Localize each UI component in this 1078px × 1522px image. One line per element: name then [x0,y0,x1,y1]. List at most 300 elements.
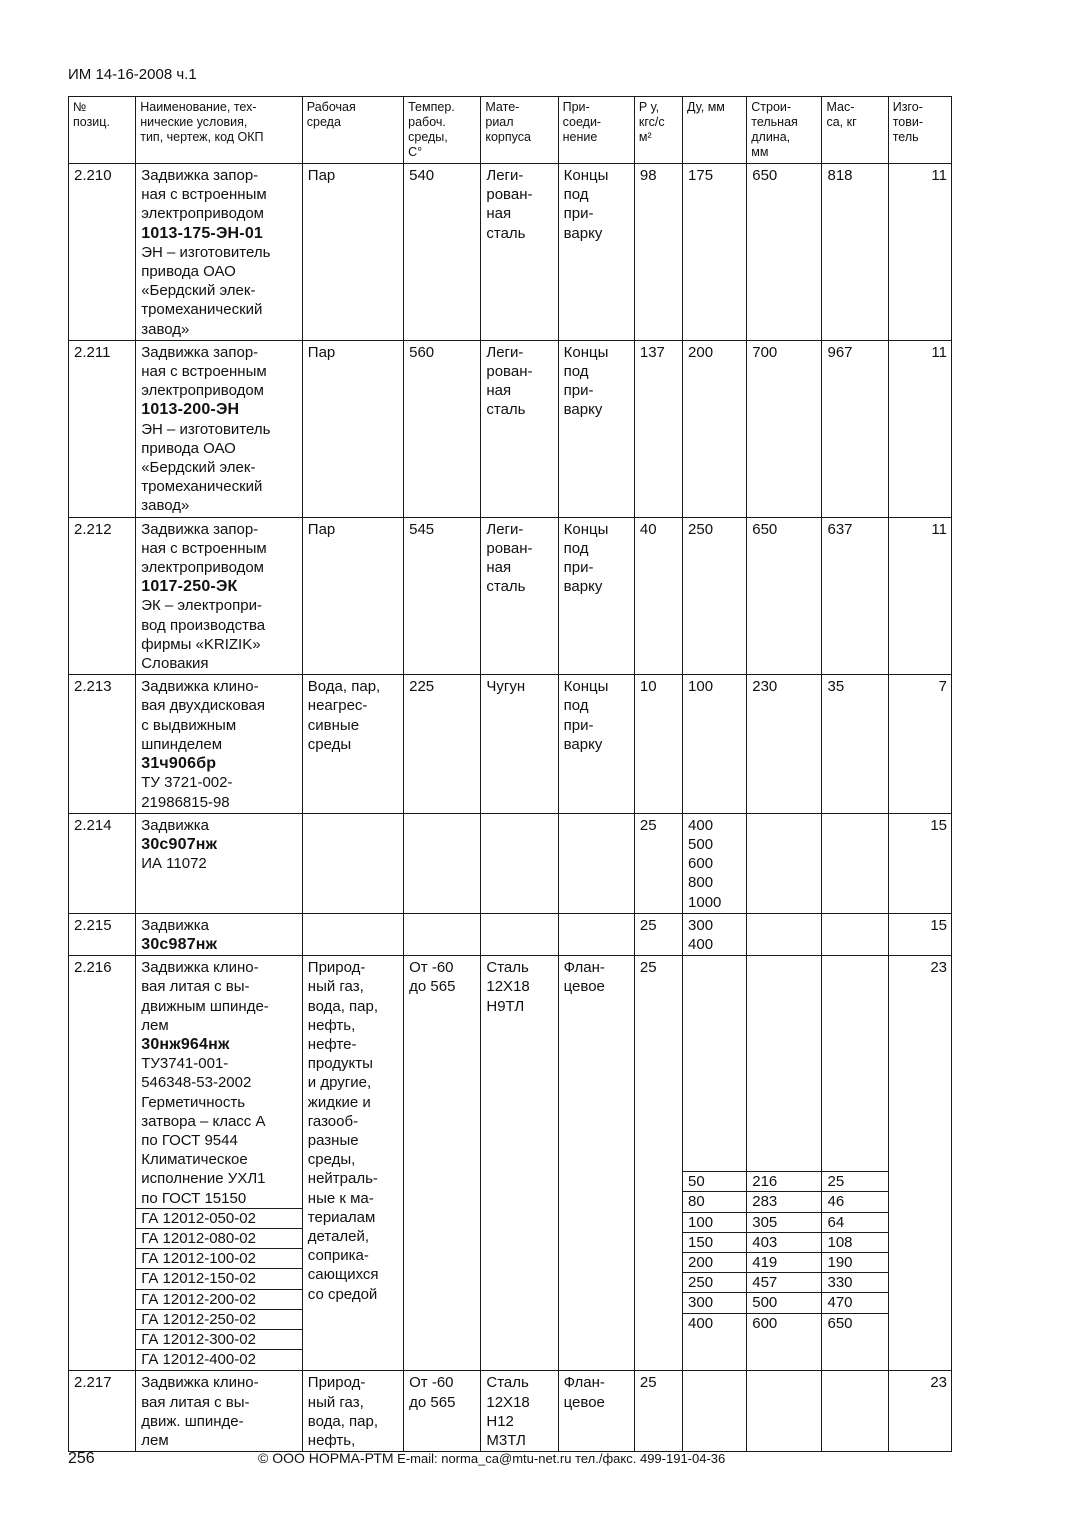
connection-cell [558,913,634,955]
mass-cell [822,813,888,913]
header-line: кгс/с [638,115,665,129]
medium-cell-line: Природ- [307,1374,366,1392]
diameter-cell [683,913,747,955]
name-line: шпинделем [141,735,223,753]
medium-cell-line: со средой [307,1285,378,1303]
name-line: вая литая с вы- [141,978,250,996]
desc-line: «Бердский элек- [141,282,256,300]
medium-cell-line: жидкие и [307,1093,371,1111]
temperature-cell-line: От -60 [409,959,454,977]
medium-cell [302,913,403,955]
variant-mass: 25 [822,1171,887,1191]
maker-cell [888,340,951,517]
temperature-cell [404,517,481,675]
material-cell-line: 12Х18 [486,1393,530,1411]
medium-cell-line: нефть, [307,1432,356,1449]
material-cell [481,956,558,1371]
medium-cell-line: вода, пар, [307,1412,378,1430]
desc-line: завод» [141,320,190,338]
variant-code: ГА 12012-080-02 [136,1228,302,1248]
name-line: Задвижка клино- [141,959,259,977]
pressure-cell [634,517,682,675]
medium-cell-line: нейтраль- [307,1170,378,1188]
connection-cell [558,675,634,813]
position-cell-line: 2.215 [74,916,112,934]
variant-dn: 50 [683,1171,746,1191]
connection-cell-line: варку [563,578,603,596]
name-cell-line: движ. шпинде- [141,1412,244,1430]
header-line: са, кг [826,115,857,129]
maker-cell [888,164,951,341]
mass-cell [822,517,888,675]
connection-cell-line: Концы [563,520,609,538]
product-code: 1013-200-ЭН [141,401,240,419]
temperature-cell-line: 545 [409,520,435,538]
connection-cell-line: варку [563,735,603,753]
material-cell-line: Леги- [486,520,524,538]
product-code: 30нж964нж [141,1035,230,1053]
desc-line: ТУ 3721-002- [141,774,233,792]
spacer [752,958,817,1171]
position-cell [69,164,136,341]
material-cell-line: сталь [486,401,526,419]
temperature-cell [404,675,481,813]
position-cell [69,913,136,955]
desc-line: вод производства [141,616,266,634]
variant-length: 500 [747,1292,821,1312]
pressure-cell [634,956,682,1371]
medium-cell-line: сивные [307,716,360,734]
connection-cell-line: под [563,697,589,715]
name-line: Задвижка [141,816,209,834]
name-line: ная с встроенным [141,363,267,381]
dn-variants-cell [683,956,747,1371]
length-variants-cell [747,956,822,1371]
length-cell [747,813,822,913]
table-row [69,675,952,813]
mass-cell [822,1371,888,1452]
variant-mass: 650 [822,1313,887,1333]
medium-cell-line: продукты [307,1055,373,1073]
medium-cell-line: среды, [307,1151,356,1169]
maker-cell-line: 23 [930,959,947,977]
name-line: Задвижка клино- [141,678,259,696]
table-row [69,913,952,955]
maker-cell [888,813,951,913]
mass-variants-cell [822,956,888,1371]
header-line: Строи- [751,100,792,114]
diameter-cell-line: 800 [688,874,714,892]
material-cell-line: Н12 [486,1412,514,1430]
desc-line: затвора – класс А [141,1112,266,1130]
header-line: Ду, мм [687,100,725,114]
material-cell [481,164,558,341]
variant-code: ГА 12012-250-02 [136,1309,302,1329]
medium-cell-line: ные к ма- [307,1189,374,1207]
publisher-footer [258,1450,725,1466]
medium-cell-line: Пар [307,343,336,361]
diameter-cell [683,675,747,813]
temperature-cell [404,956,481,1371]
desc-line: по ГОСТ 9544 [141,1131,238,1149]
diameter-cell-line: 1000 [688,893,722,911]
connection-cell [558,340,634,517]
spacer [827,958,883,1171]
length-cell-line: 650 [752,167,778,184]
maker-cell-line: 23 [930,1374,947,1392]
table-row [69,340,952,517]
medium-cell-line: газооб- [307,1112,359,1130]
valves-table [68,96,952,1452]
desc-line: ЭН – изготовитель [141,243,271,261]
position-cell-line: 2.210 [74,167,112,184]
position-cell [69,675,136,813]
header-line: тель [892,130,919,144]
connection-cell-line: Концы [563,678,609,696]
name-cell-line: Задвижка клино- [141,1374,259,1392]
connection-cell [558,956,634,1371]
mass-cell-line: 818 [827,167,853,184]
length-cell [747,1371,822,1452]
medium-cell [302,956,403,1371]
position-cell-line: 2.214 [74,816,112,834]
temperature-cell [404,340,481,517]
table-row [69,1371,952,1452]
pressure-cell-line: 25 [639,959,657,977]
header-line: Изго- [892,100,923,114]
position-cell-line: 2.213 [74,678,112,696]
material-cell-line: Сталь [486,959,529,977]
connection-cell-line: цевое [563,1393,605,1411]
table-row [69,956,952,1371]
desc-line: ЭН – изготовитель [141,420,271,438]
col-connection-header [558,97,634,164]
temperature-cell-line: до 565 [409,1393,456,1411]
material-cell-line: рован- [486,186,533,204]
header-line: корпуса [485,130,531,144]
connection-cell-line: под [563,539,589,557]
material-cell-line: 12Х18 [486,978,530,996]
header-line: нические условия, [140,115,248,129]
pressure-cell-line: 40 [639,520,657,538]
material-cell [481,340,558,517]
length-cell [747,675,822,813]
material-cell [481,1371,558,1452]
pressure-cell-line: 10 [639,678,657,696]
desc-line: Словакия [141,655,209,673]
desc-line: тромеханический [141,301,263,319]
col-pressure-header [634,97,682,164]
name-line: Задвижка запор- [141,167,259,184]
variant-code: ГА 12012-050-02 [136,1208,302,1228]
desc-line: по ГОСТ 15150 [141,1189,247,1207]
pressure-cell [634,913,682,955]
diameter-cell-line: 400 [688,816,714,834]
pressure-cell [634,813,682,913]
name-line: лем [141,1016,169,1034]
name-line: вая двухдисковая [141,697,266,715]
desc-line: Герметичность [141,1093,246,1111]
temperature-cell-line: 540 [409,167,435,184]
medium-cell-line: неагрес- [307,697,368,715]
name-line: ная с встроенным [141,539,267,557]
connection-cell-line: Флан- [563,959,605,977]
medium-cell-line: териалам [307,1208,376,1226]
medium-cell-line: Пар [307,520,336,538]
temperature-cell-line: 225 [409,678,435,696]
medium-cell [302,1371,403,1452]
variant-dn: 200 [683,1252,746,1272]
name-line: ная с встроенным [141,186,267,204]
variant-mass: 330 [822,1272,887,1292]
header-line: тельная [751,115,798,129]
connection-cell [558,1371,634,1452]
desc-line: привода ОАО [141,439,236,457]
length-cell-line: 700 [752,343,778,361]
variant-length: 600 [747,1313,821,1333]
publisher-name: © ООО НОРМА-РТМ [258,1450,394,1466]
connection-cell-line: Флан- [563,1374,605,1392]
name-cell [136,517,303,675]
pressure-cell [634,1371,682,1452]
diameter-cell [683,164,747,341]
pressure-cell [634,675,682,813]
product-code: 31ч906бр [141,755,217,773]
length-cell [747,517,822,675]
medium-cell-line: Природ- [307,959,366,977]
header-row [69,97,952,164]
temperature-cell [404,164,481,341]
name-cell [136,913,303,955]
material-cell [481,813,558,913]
connection-cell-line: при- [563,559,594,577]
variant-mass: 46 [822,1191,887,1211]
medium-cell [302,164,403,341]
maker-cell-line: 11 [931,520,947,538]
header-line: м² [638,130,652,144]
variant-dn: 300 [683,1292,746,1312]
desc-line: ИА 11072 [141,855,207,873]
desc-line: ТУ3741-001- [141,1055,229,1073]
material-cell-line: М3ТЛ [486,1432,526,1449]
diameter-cell-line: 250 [688,520,714,538]
product-code: 1013-175-ЭН-01 [141,224,264,242]
connection-cell-line: при- [563,716,594,734]
header-line: среды, [408,130,448,144]
header-line: позиц. [73,115,110,129]
maker-cell [888,956,951,1371]
desc-line: исполнение УХЛ1 [141,1170,266,1188]
length-cell [747,340,822,517]
variant-length: 216 [747,1171,821,1191]
diameter-cell [683,517,747,675]
diameter-cell-line: 100 [688,678,714,696]
connection-cell-line: Концы [563,167,609,184]
col-mass-header [822,97,888,164]
variant-mass: 108 [822,1232,887,1252]
medium-cell-line: деталей, [307,1227,370,1245]
header-line: соеди- [562,115,602,129]
diameter-cell-line: 175 [688,167,714,184]
diameter-cell-line: 500 [688,835,714,853]
name-cell [136,675,303,813]
name-line: электроприводом [141,205,264,223]
medium-cell [302,517,403,675]
position-cell [69,517,136,675]
medium-cell-line: ный газ, [307,978,364,996]
medium-cell-line: вода, пар, [307,997,378,1015]
col-diameter-header [683,97,747,164]
temperature-cell [404,1371,481,1452]
desc-line: тромеханический [141,478,263,496]
document-code: ИМ 14-16-2008 ч.1 [68,66,197,83]
temperature-cell-line: до 565 [409,978,456,996]
material-cell-line: Н9ТЛ [486,997,525,1015]
col-name-header [136,97,303,164]
header-line: тип, чертеж, код ОКП [140,130,264,144]
col-material-header [481,97,558,164]
maker-cell [888,675,951,813]
material-cell-line: рован- [486,363,533,381]
material-cell-line: Сталь [486,1374,529,1392]
desc-line: ЭК – электропри- [141,597,262,615]
medium-cell [302,813,403,913]
connection-cell [558,164,634,341]
variant-length: 305 [747,1212,821,1232]
medium-cell-line: нефте- [307,1035,357,1053]
temperature-cell-line: От -60 [409,1374,454,1392]
pressure-cell [634,164,682,341]
header-line: При- [562,100,590,114]
name-line: электроприводом [141,382,264,400]
name-line: движным шпинде- [141,997,269,1015]
spacer [688,958,742,1171]
connection-cell [558,813,634,913]
mass-cell-line: 967 [827,343,853,361]
medium-cell-line: Пар [307,167,336,184]
mass-cell [822,913,888,955]
name-cell [136,813,303,913]
desc-line: фирмы «KRIZIK» [141,635,261,653]
material-cell-line: рован- [486,539,533,557]
col-temperature-header [404,97,481,164]
name-cell [136,164,303,341]
medium-cell-line: нефть, [307,1016,356,1034]
medium-cell [302,340,403,517]
pressure-cell-line: 98 [639,167,657,184]
position-cell [69,1371,136,1452]
material-cell [481,517,558,675]
col-maker-header [888,97,951,164]
length-cell [747,913,822,955]
mass-cell [822,340,888,517]
connection-cell-line: цевое [563,978,605,996]
variant-length: 457 [747,1272,821,1292]
header-line: Наименование, тех- [140,100,257,114]
desc-line: 546348-53-2002 [141,1074,252,1092]
variant-length: 403 [747,1232,821,1252]
variant-dn: 150 [683,1232,746,1252]
header-line: Темпер. [408,100,455,114]
material-cell-line: ная [486,559,512,577]
diameter-cell-line: 300 [688,916,714,934]
name-line: Задвижка запор- [141,520,259,538]
position-cell [69,813,136,913]
variant-length: 283 [747,1191,821,1211]
mass-cell-line: 637 [827,520,853,538]
medium-cell-line: разные [307,1131,359,1149]
mass-cell-line: 35 [827,678,845,696]
header-line: среда [306,115,341,129]
maker-cell-line: 11 [931,343,947,361]
maker-cell-line: 15 [930,916,947,934]
mass-cell [822,164,888,341]
col-medium-header [302,97,403,164]
medium-cell-line: и другие, [307,1074,372,1092]
medium-cell-line: Вода, пар, [307,678,381,696]
maker-cell [888,1371,951,1452]
variant-mass: 64 [822,1212,887,1232]
medium-cell-line: сающихся [307,1266,379,1284]
connection-cell [558,517,634,675]
connection-cell-line: при- [563,382,594,400]
header-line: Р у, [638,100,660,114]
header-line: тови- [892,115,924,129]
name-cell [136,956,303,1371]
variant-code: ГА 12012-100-02 [136,1248,302,1268]
header-line: № [73,100,87,114]
connection-cell-line: варку [563,224,603,242]
header-line: Мате- [485,100,520,114]
name-line: Задвижка [141,916,209,934]
diameter-cell [683,1371,747,1452]
name-line: электроприводом [141,559,264,577]
pressure-cell-line: 25 [639,816,657,834]
material-cell-line: сталь [486,224,526,242]
product-code: 1017-250-ЭК [141,578,238,596]
mass-cell [822,675,888,813]
pressure-cell-line: 25 [639,916,657,934]
maker-cell [888,913,951,955]
name-cell-line: вая литая с вы- [141,1393,250,1411]
col-length-header [747,97,822,164]
pressure-cell [634,340,682,517]
variant-dn: 400 [683,1313,746,1333]
material-cell [481,913,558,955]
name-line: с выдвижным [141,716,237,734]
variant-code: ГА 12012-400-02 [136,1349,302,1369]
connection-cell-line: под [563,186,589,204]
name-cell [136,1371,303,1452]
table-row [69,517,952,675]
desc-line: 21986815-98 [141,793,230,811]
variant-code: ГА 12012-300-02 [136,1329,302,1349]
material-cell-line: Чугун [486,678,526,696]
variant-code: ГА 12012-150-02 [136,1268,302,1288]
diameter-cell [683,813,747,913]
pressure-cell-line: 137 [639,343,665,361]
header-line: рабоч. [408,115,446,129]
header-line: С° [408,145,423,159]
position-cell [69,340,136,517]
material-cell-line: сталь [486,578,526,596]
diameter-cell-line: 600 [688,855,714,873]
product-code: 30с987нж [141,935,218,953]
header-line: риал [485,115,514,129]
position-cell-line: 2.216 [74,959,112,977]
variant-dn: 250 [683,1272,746,1292]
medium-cell [302,675,403,813]
